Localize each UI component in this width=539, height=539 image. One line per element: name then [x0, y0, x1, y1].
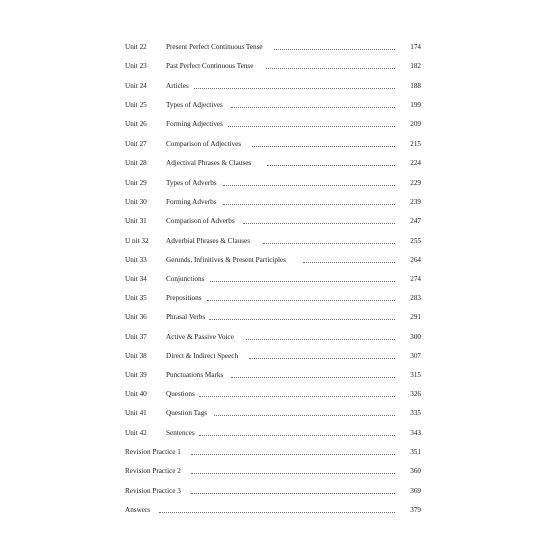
toc-entry — [125, 369, 421, 381]
toc-entry — [125, 427, 421, 439]
dot-leader — [231, 107, 395, 108]
page-number: 335 — [410, 409, 421, 417]
dot-leader — [207, 300, 395, 301]
unit-number: Unit 27 — [125, 140, 147, 148]
dot-leader — [267, 165, 395, 166]
page-number: 307 — [410, 352, 421, 360]
page-number: 239 — [410, 198, 421, 206]
entry-title: Revision Practice 3 — [125, 487, 181, 495]
unit-number: Unit 24 — [125, 82, 147, 90]
toc-entry — [125, 254, 421, 266]
unit-number: Unit 39 — [125, 371, 147, 379]
unit-number: Unit 37 — [125, 333, 147, 341]
page-number: 315 — [410, 371, 421, 379]
dot-leader — [159, 512, 395, 513]
entry-title: Types of Adjectives — [166, 101, 223, 109]
dot-leader — [266, 68, 395, 69]
dot-leader — [246, 339, 395, 340]
page-number: 360 — [410, 467, 421, 475]
entry-title: Comparison of Adverbs — [166, 217, 235, 225]
toc-entry — [125, 407, 421, 419]
unit-number: Unit 26 — [125, 120, 147, 128]
entry-title: Revision Practice 1 — [125, 448, 181, 456]
page-number: 264 — [410, 256, 421, 264]
entry-title: Question Tags — [166, 409, 208, 417]
unit-number: Unit 40 — [125, 390, 147, 398]
page-number: 215 — [410, 140, 421, 148]
unit-number: Unit 34 — [125, 275, 147, 283]
entry-title: Comparison of Adjectives — [166, 140, 242, 148]
toc-entry — [125, 388, 421, 400]
page-number: 247 — [410, 217, 421, 225]
dot-leader — [209, 319, 395, 320]
page-number: 369 — [410, 487, 421, 495]
entry-title: Punctuations Marks — [166, 371, 224, 379]
dot-leader — [191, 473, 395, 474]
entry-title: Forming Adjectives — [166, 120, 223, 128]
entry-title: Articles — [166, 82, 189, 90]
unit-number: Unit 36 — [125, 313, 147, 321]
toc-entry — [125, 118, 421, 130]
toc-entry-revision — [125, 446, 421, 458]
unit-number: Unit 42 — [125, 429, 147, 437]
page-number: 209 — [410, 120, 421, 128]
entry-title: Types of Adverbs — [166, 179, 217, 187]
page-number: 224 — [410, 159, 421, 167]
entry-title: Answers — [125, 506, 151, 514]
dot-leader — [243, 223, 395, 224]
dot-leader — [210, 281, 395, 282]
entry-title: Adjectival Phrases & Clauses — [166, 159, 252, 167]
page-number: 291 — [410, 313, 421, 321]
dot-leader — [231, 377, 395, 378]
toc-entry-answers — [125, 504, 421, 516]
dot-leader — [191, 493, 395, 494]
dot-leader — [263, 243, 395, 244]
toc-entry — [125, 235, 421, 247]
toc-entry — [125, 292, 421, 304]
toc-entry — [125, 350, 421, 362]
dot-leader — [249, 358, 395, 359]
dot-leader — [223, 204, 395, 205]
unit-number: Unit 33 — [125, 256, 147, 264]
toc-entry — [125, 177, 421, 189]
entry-title: Prepositions — [166, 294, 202, 302]
page-number: 229 — [410, 179, 421, 187]
dot-leader — [303, 262, 395, 263]
page-number: 255 — [410, 237, 421, 245]
page-number: 188 — [410, 82, 421, 90]
page-number: 379 — [410, 506, 421, 514]
dot-leader — [194, 88, 395, 89]
toc-entry — [125, 80, 421, 92]
entry-title: Conjunctions — [166, 275, 205, 283]
page-number: 182 — [410, 62, 421, 70]
page-number: 274 — [410, 275, 421, 283]
entry-title: Phrasal Verbs — [166, 313, 206, 321]
page-number: 326 — [410, 390, 421, 398]
page-number: 174 — [410, 43, 421, 51]
toc-entry — [125, 273, 421, 285]
unit-number: Unit 30 — [125, 198, 147, 206]
toc-entry — [125, 99, 421, 111]
entry-title: Sentences — [166, 429, 195, 437]
toc-entry — [125, 196, 421, 208]
entry-title: Revision Practice 2 — [125, 467, 181, 475]
unit-number: Unit 25 — [125, 101, 147, 109]
page-number: 199 — [410, 101, 421, 109]
toc-entry — [125, 138, 421, 150]
toc-entry-revision — [125, 485, 421, 497]
dot-leader — [214, 415, 395, 416]
unit-number: Unit 41 — [125, 409, 147, 417]
toc-entry — [125, 331, 421, 343]
dot-leader — [252, 146, 395, 147]
entry-title: Present Perfect Continuous Tense — [166, 43, 263, 51]
dot-leader — [191, 454, 395, 455]
entry-title: Adverbial Phrases & Clauses — [166, 237, 251, 245]
page-number: 283 — [410, 294, 421, 302]
entry-title: Active & Passive Voice — [166, 333, 234, 341]
unit-number: Unit 35 — [125, 294, 147, 302]
entry-title: Questions — [166, 390, 195, 398]
dot-leader — [199, 396, 395, 397]
page-number: 343 — [410, 429, 421, 437]
unit-number: Unit 31 — [125, 217, 147, 225]
page-number: 351 — [410, 448, 421, 456]
unit-number: Unit 28 — [125, 159, 147, 167]
unit-number: U nit 32 — [125, 237, 149, 245]
dot-leader — [223, 185, 395, 186]
toc-entry — [125, 311, 421, 323]
entry-title: Direct & Indirect Speech — [166, 352, 239, 360]
page-number: 300 — [410, 333, 421, 341]
unit-number: Unit 23 — [125, 62, 147, 70]
entry-title: Past Perfect Continuous Tense — [166, 62, 254, 70]
toc-entry — [125, 60, 421, 72]
unit-number: Unit 29 — [125, 179, 147, 187]
entry-title: Forming Adverbs — [166, 198, 217, 206]
toc-entry — [125, 41, 421, 53]
unit-number: Unit 22 — [125, 43, 147, 51]
toc-entry — [125, 157, 421, 169]
dot-leader — [274, 49, 395, 50]
toc-entry-revision — [125, 465, 421, 477]
dot-leader — [228, 126, 395, 127]
unit-number: Unit 38 — [125, 352, 147, 360]
toc-entry — [125, 215, 421, 227]
dot-leader — [199, 435, 395, 436]
entry-title: Gerunds, Infinitives & Present Participles — [166, 256, 286, 264]
